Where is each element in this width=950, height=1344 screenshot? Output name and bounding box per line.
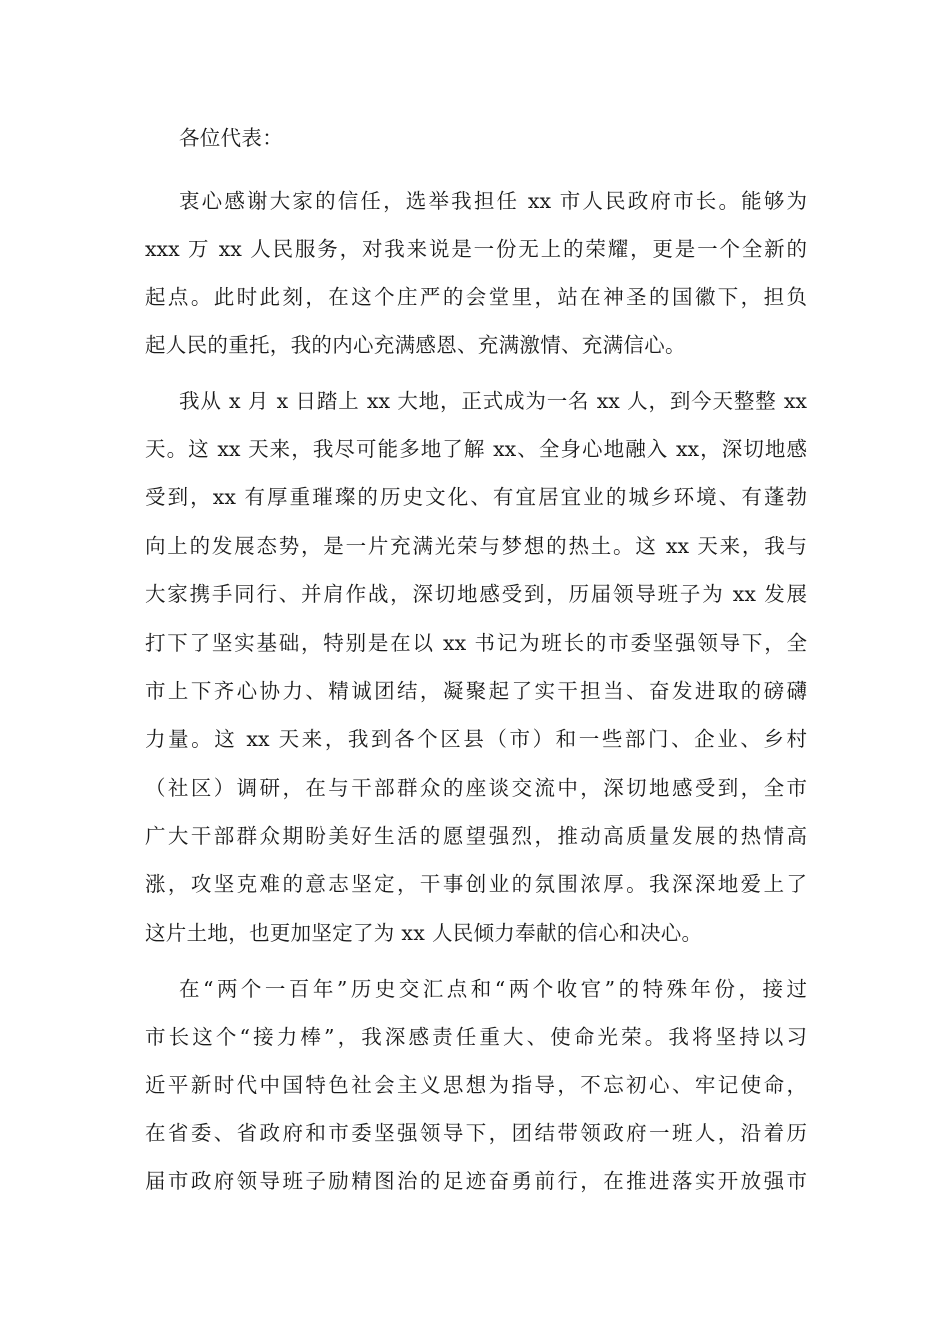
text-line: 大家携手同行、并肩作战，深切地感受到，历届领导班子为 xx 发展 [145, 582, 807, 606]
text-line: 向上的发展态势，是一片充满光荣与梦想的热土。这 xx 天来，我与 [145, 534, 807, 558]
text-line: 近平新时代中国特色社会主义思想为指导，不忘初心、牢记使命， [145, 1073, 807, 1097]
text-line: 受到，xx 有厚重璀璨的历史文化、有宜居宜业的城乡环境、有蓬勃 [145, 485, 807, 509]
text-line: 各位代表： [179, 126, 283, 150]
text-line: 市长这个“接力棒”，我深感责任重大、使命光荣。我将坚持以习 [145, 1025, 807, 1049]
text-line: 这片土地，也更加坚定了为 xx 人民倾力奉献的信心和决心。 [145, 921, 703, 945]
text-line: 在“两个一百年”历史交汇点和“两个收官”的特殊年份，接过 [179, 977, 807, 1001]
text-line: （社区）调研，在与干部群众的座谈交流中，深切地感受到，全市 [145, 776, 807, 800]
text-line: 天。这 xx 天来，我尽可能多地了解 xx、全身心地融入 xx，深切地感 [145, 437, 807, 461]
text-line: 涨，攻坚克难的意志坚定，干事创业的氛围浓厚。我深深地爱上了 [145, 872, 807, 896]
text-line: 届市政府领导班子励精图治的足迹奋勇前行，在推进落实开放强市 [145, 1169, 807, 1193]
text-line: 在省委、省政府和市委坚强领导下，团结带领政府一班人，沿着历 [145, 1121, 807, 1145]
text-line: 力量。这 xx 天来，我到各个区县（市）和一些部门、企业、乡村 [145, 727, 807, 751]
text-line: 打下了坚实基础，特别是在以 xx 书记为班长的市委坚强领导下，全 [145, 631, 807, 655]
text-line: 起点。此时此刻，在这个庄严的会堂里，站在神圣的国徽下，担负 [145, 285, 807, 309]
text-line: 广大干部群众期盼美好生活的愿望强烈，推动高质量发展的热情高 [145, 824, 807, 848]
text-line: 衷心感谢大家的信任，选举我担任 xx 市人民政府市长。能够为 [179, 189, 807, 213]
text-line: 我从 x 月 x 日踏上 xx 大地，正式成为一名 xx 人，到今天整整 xx [179, 389, 807, 413]
text-line: xxx 万 xx 人民服务，对我来说是一份无上的荣耀，更是一个全新的 [145, 237, 807, 261]
text-line: 起人民的重托，我的内心充满感恩、充满激情、充满信心。 [145, 333, 686, 357]
text-line: 市上下齐心协力、精诚团结，凝聚起了实干担当、奋发进取的磅礴 [145, 679, 807, 703]
